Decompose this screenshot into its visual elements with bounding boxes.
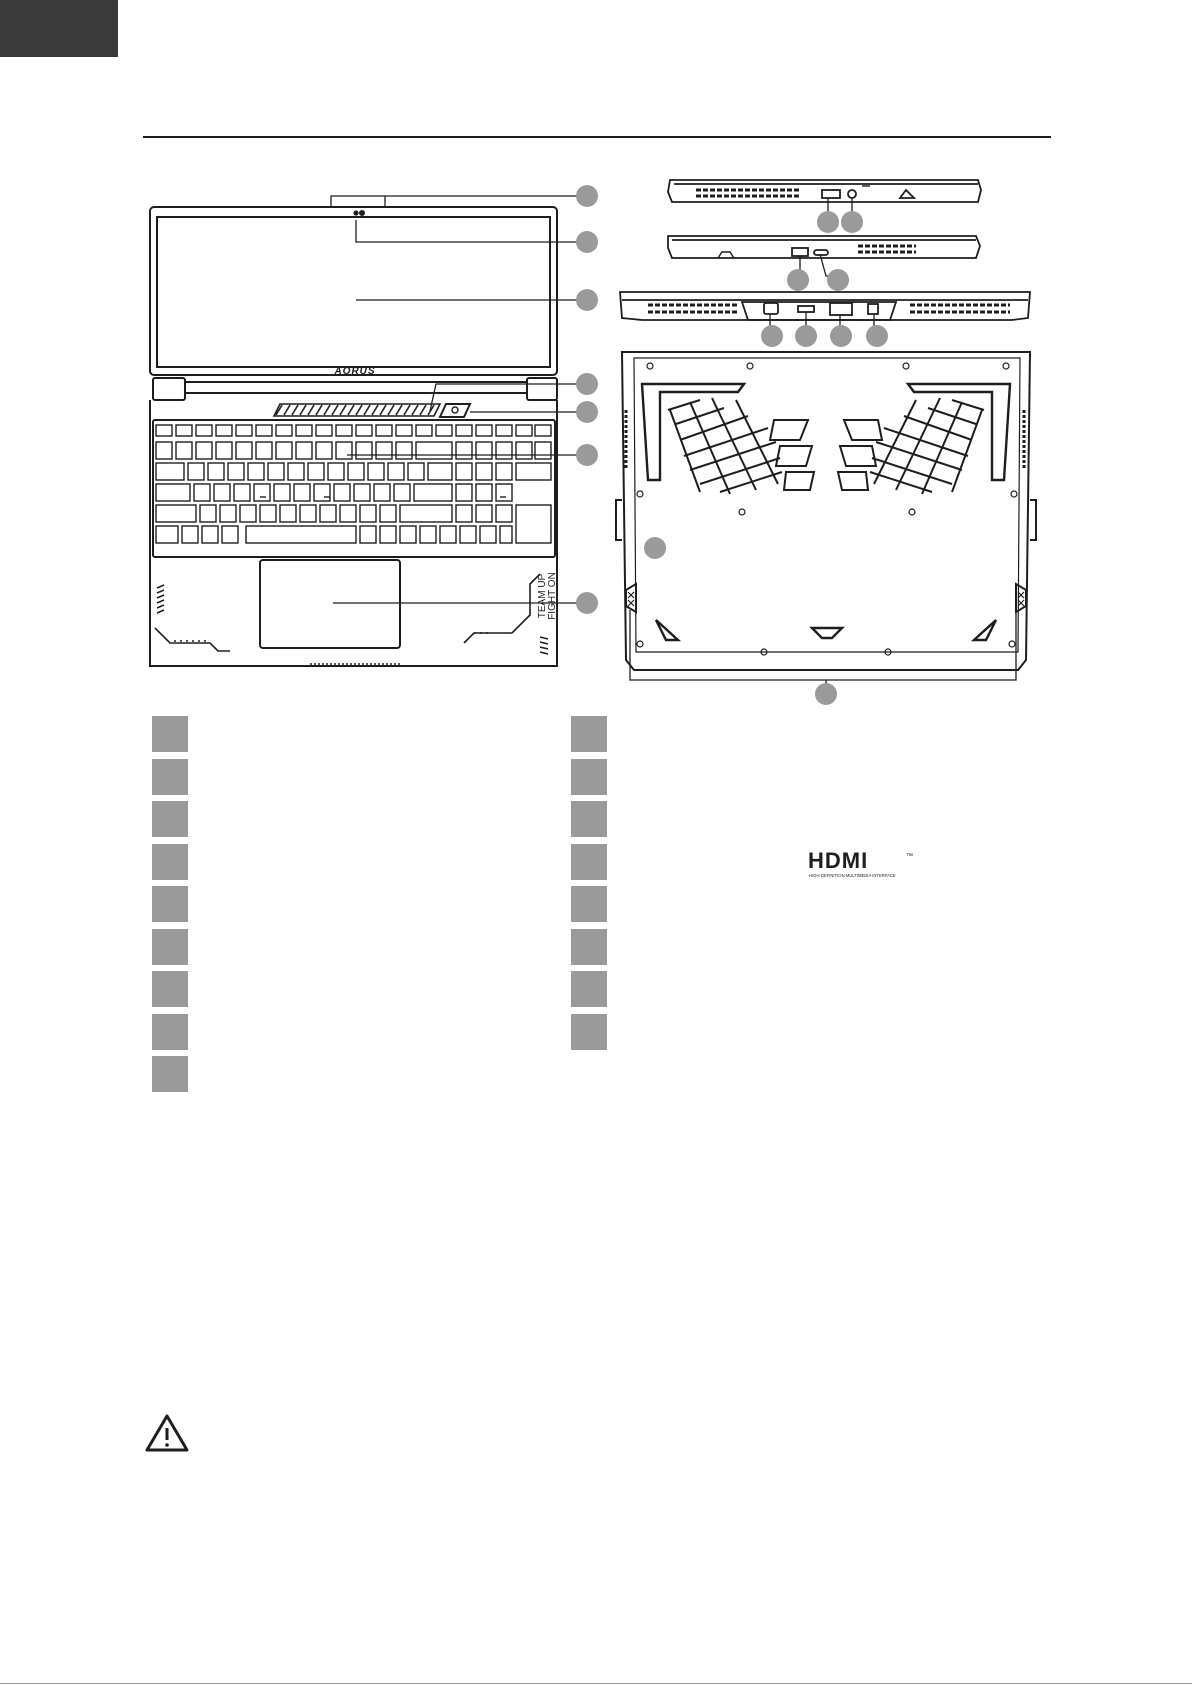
callout-marker (866, 325, 888, 347)
palmrest-slogan-line2: FIGHT ON (547, 572, 558, 620)
legend-marker (571, 929, 607, 965)
callout-marker (576, 231, 598, 253)
legend-marker (152, 844, 188, 880)
legend-marker (571, 844, 607, 880)
legend-marker (152, 886, 188, 922)
hdmi-wordmark: HDMI (808, 850, 869, 873)
callout-marker (830, 325, 852, 347)
rear-view (620, 292, 1030, 320)
touchpad-drawing (260, 560, 400, 648)
callout-marker (815, 683, 837, 705)
callout-marker (787, 269, 809, 291)
callout-marker (795, 325, 817, 347)
left-side-view (668, 180, 981, 202)
hdmi-logo (808, 850, 918, 880)
callout-marker (841, 211, 863, 233)
legend-marker (152, 801, 188, 837)
callout-marker (576, 592, 598, 614)
right-side-view (668, 236, 980, 258)
legend-marker (152, 971, 188, 1007)
laptop-top-view (150, 207, 558, 666)
hdmi-trademark: ™ (906, 853, 913, 860)
aorus-logo: AORUS (334, 366, 376, 377)
legend-marker (152, 1056, 188, 1092)
callout-marker (576, 401, 598, 423)
palmrest-decor (155, 574, 548, 664)
callout-marker (817, 211, 839, 233)
legend-marker (152, 759, 188, 795)
legend-marker (571, 886, 607, 922)
legend-marker (152, 716, 188, 752)
power-button-drawing (440, 404, 470, 417)
legend-marker (571, 716, 607, 752)
legend-marker (571, 759, 607, 795)
callout-marker (576, 444, 598, 466)
legend-marker (571, 971, 607, 1007)
callout-marker (576, 373, 598, 395)
legend-marker (152, 1014, 188, 1050)
legend-marker (152, 929, 188, 965)
palmrest-slogan-line1: TEAM UP (537, 573, 548, 619)
keyboard-keys (156, 425, 551, 543)
legend-marker (571, 1014, 607, 1050)
footer-line (0, 1683, 1192, 1684)
laptop-diagram (0, 0, 1192, 720)
legend-marker (571, 801, 607, 837)
hdmi-tagline: HIGH-DEFINITION MULTIMEDIA INTERFACE (809, 873, 896, 878)
callout-marker (576, 185, 598, 207)
callout-marker (761, 325, 783, 347)
warning-triangle-icon (144, 1413, 190, 1453)
callout-marker (576, 289, 598, 311)
keyboard-vent (274, 404, 440, 416)
bottom-view (616, 352, 1036, 670)
callout-marker (644, 537, 666, 559)
callout-marker (827, 269, 849, 291)
